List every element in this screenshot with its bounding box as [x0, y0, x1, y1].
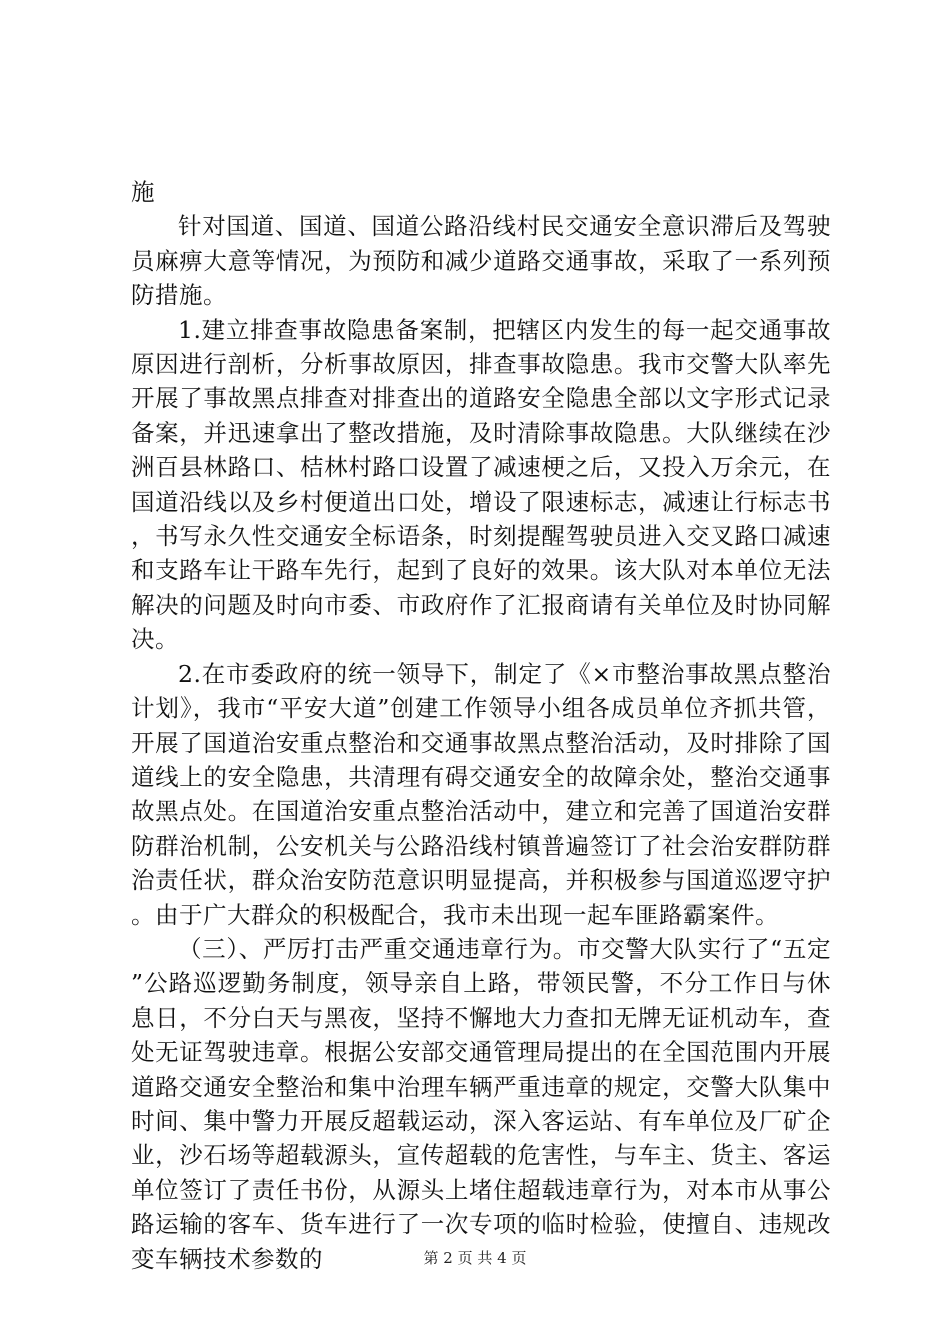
page-footer: 第 2 页 共 4 页	[423, 1249, 527, 1267]
paragraph-item-2: 2.在市委政府的统一领导下，制定了《×市整治事故黑点整治计划》，我市“平安大道”创建工作领导小组各成员单位齐抓共管，开展了国道治安重点整治和交通事故黑点整治活动，及时排除了国道线上的安全隐患，共清理有碍交通安全的故障余处，整治交通事故黑点处。在国道治安重点整治活动中，建立和完善了国道治安群防群治机制，公安机关与公路沿线村镇普遍签订了社会治安群防群治责任状，群众治安防范意识明显提高，并积极参与国道巡逻守护。由于广大群众的积极配合，我市未出现一起车匪路霸案件。	[131, 659, 831, 929]
paragraph-item-1: 1.建立排查事故隐患备案制，把辖区内发生的每一起交通事故原因进行剖析，分析事故原因，排查事故隐患。我市交警大队率先开展了事故黑点排查对排查出的道路安全隐患全部以文字形式记录备案，并迅速拿出了整改措施，及时清除事故隐患。大队继续在沙洲百县林路口、桔林村路口设置了减速梗之后，又投入万余元，在国道沿线以及乡村便道出口处，增设了限速标志，减速让行标志书，书写永久性交通安全标语条，时刻提醒驾驶员进入交叉路口减速和支路车让干路车先行，起到了良好的效果。该大队对本单位无法解决的问题及时向市委、市政府作了汇报商请有关单位及时协同解决。	[131, 315, 831, 654]
body-text	[131, 175, 831, 1276]
paragraph-section-3: （三）、严厉打击严重交通违章行为。市交警大队实行了“五定”公路巡逻勤务制度，领导亲自上路，带领民警，不分工作日与休息日，不分白天与黑夜，坚持不懈地大力查扣无牌无证机动车，查处无证驾驶违章。根据公安部交通管理局提出的在全国范围内开展道路交通安全整治和集中治理车辆严重违章的规定，交警大队集中时间、集中警力开展反超载运动，深入客运站、有车单位及厂矿企业，沙石场等超载源头，宣传超载的危害性，与车主、货主、客运单位签订了责任书份，从源头上堵住超载违章行为，对本市从事公路运输的客车、货车进行了一次专项的临时检验，使擅自、违规改变车辆技术参数的	[131, 934, 831, 1273]
paragraph-intro: 针对国道、国道、国道公路沿线村民交通安全意识滞后及驾驶员麻痹大意等情况，为预防和减少道路交通事故，采取了一系列预防措施。	[131, 212, 831, 310]
paragraph-continuation: 施	[131, 178, 155, 206]
